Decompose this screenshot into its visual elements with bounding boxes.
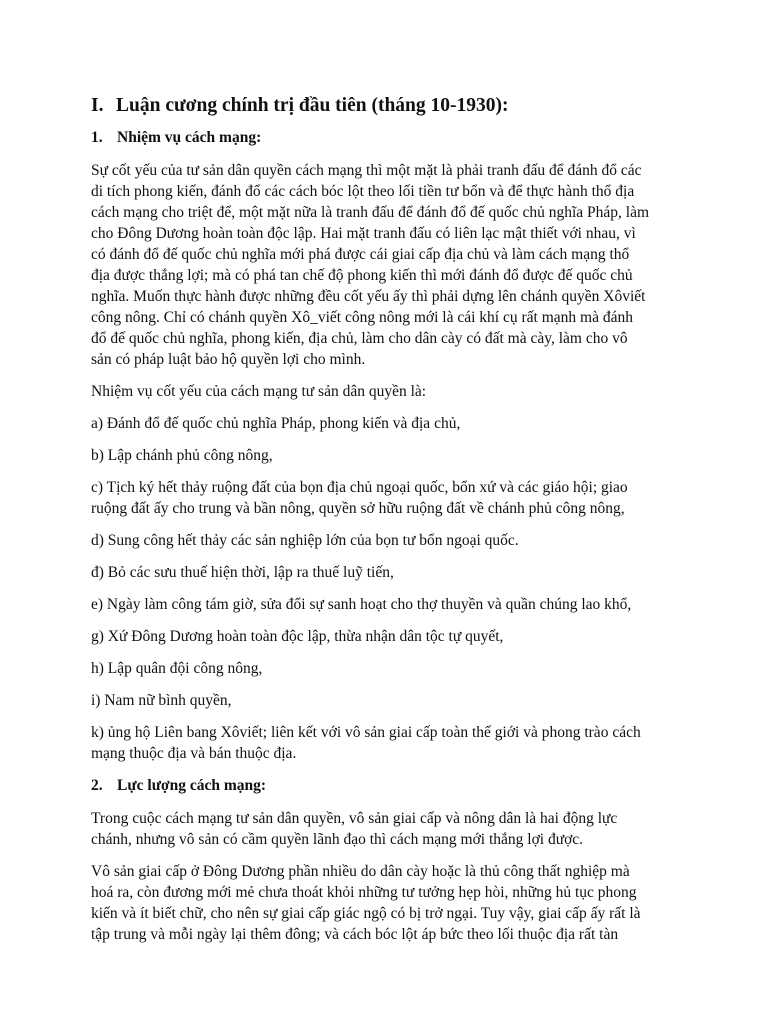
section-title: Lực lượng cách mạng:: [117, 777, 267, 794]
task-list: [91, 413, 681, 764]
text-line: nghĩa. Muốn thực hành được những đều cốt yếu ấy thì phải dựng lên chánh quyền Xôviết: [91, 288, 646, 305]
text-line: mạng thuộc địa và bán thuộc địa.: [91, 745, 297, 762]
text-line: chánh, nhưng vô sản có cầm quyền lãnh đạo thì cách mạng mới thắng lợi được.: [91, 831, 584, 848]
text-line: Nhiệm vụ cốt yếu của cách mạng tư sản dân quyền là:: [91, 383, 427, 400]
text-line: cho Đông Dương hoàn toàn độc lập. Hai mặt tranh đấu có liên lạc mật thiết với nhau, vì: [91, 225, 636, 242]
chapter-title: Luận cương chính trị đầu tiên (tháng 10-1930):: [116, 95, 509, 116]
text-line: cách mạng cho triệt để, một mặt nữa là tranh đấu để đánh đổ đế quốc chủ nghĩa Pháp, làm: [91, 204, 650, 221]
text-line: a) Đánh đổ đế quốc chủ nghĩa Pháp, phong kiến và địa chủ,: [91, 415, 461, 432]
text-line: đ) Bỏ các sưu thuế hiện thời, lập ra thuế luỹ tiến,: [91, 564, 394, 581]
text-line: Vô sản giai cấp ở Đông Dương phần nhiều do dân cày hoặc là thủ công thất nghiệp mà: [91, 863, 630, 880]
text-line: đổ đế quốc chủ nghĩa, phong kiến, địa chủ, làm cho dân cày có đất mà cày, làm cho vô: [91, 330, 628, 347]
list-item: [91, 722, 681, 764]
text-line: b) Lập chánh phủ công nông,: [91, 447, 273, 464]
list-item: [91, 445, 681, 466]
list-item: [91, 413, 681, 434]
list-item: [91, 658, 681, 679]
text-line: ruộng đất ấy cho trung và bần nông, quyền sở hữu ruộng đất về chánh phủ công nông,: [91, 500, 625, 517]
text-line: công nông. Chỉ có chánh quyền Xô_viết công nông mới là cái khí cụ rất mạnh mà đánh: [91, 309, 633, 326]
text-line: k) ủng hộ Liên bang Xôviết; liên kết với vô sản giai cấp toàn thế giới và phong trào cách: [91, 724, 641, 741]
list-item: [91, 562, 681, 583]
text-line: g) Xứ Đông Dương hoàn toàn độc lập, thừa nhận dân tộc tự quyết,: [91, 628, 504, 645]
section-heading-2: [91, 775, 681, 796]
text-line: kiến và ít biết chữ, cho nên sự giai cấp giác ngộ có bị trở ngại. Tuy vậy, giai cấp ấy rất là: [91, 905, 641, 922]
text-line: i) Nam nữ bình quyền,: [91, 692, 232, 709]
section-heading-1: [91, 127, 681, 148]
paragraph-tasks-lead: [91, 381, 681, 402]
section-title: Nhiệm vụ cách mạng:: [117, 129, 262, 146]
paragraph-proletariat: [91, 861, 681, 945]
text-line: địa được thắng lợi; mà có phá tan chế độ phong kiến thì mới đánh đổ được đế quốc chủ: [91, 267, 633, 284]
document-page: [91, 93, 681, 956]
text-line: d) Sung công hết thảy các sản nghiệp lớn của bọn tư bổn ngoại quốc.: [91, 532, 519, 549]
text-line: e) Ngày làm công tám giờ, sửa đổi sự sanh hoạt cho thợ thuyền và quần chúng lao khổ,: [91, 596, 632, 613]
list-item: [91, 690, 681, 711]
text-line: hoá ra, còn đương mới mẻ chưa thoát khỏi những tư tưởng hẹp hòi, những hủ tục phong: [91, 884, 637, 901]
section-number: 2.: [91, 777, 103, 794]
list-item: [91, 594, 681, 615]
text-line: h) Lập quân đội công nông,: [91, 660, 263, 677]
text-line: sản có pháp luật bảo hộ quyền lợi cho mình.: [91, 351, 366, 368]
list-item: [91, 626, 681, 647]
text-line: c) Tịch ký hết thảy ruộng đất của bọn địa chủ ngoại quốc, bổn xứ và các giáo hội; giao: [91, 479, 628, 496]
chapter-heading: [91, 93, 681, 119]
text-line: Trong cuộc cách mạng tư sản dân quyền, vô sản giai cấp và nông dân là hai động lực: [91, 810, 618, 827]
text-line: di tích phong kiến, đánh đổ các cách bóc lột theo lối tiền tư bổn và để thực hành thổ địa: [91, 183, 635, 200]
text-line: Sự cốt yếu của tư sản dân quyền cách mạng thì một mặt là phải tranh đấu để đánh đổ các: [91, 162, 642, 179]
text-line: có đánh đổ đế quốc chủ nghĩa mới phá được cái giai cấp địa chủ và làm cách mạng thổ: [91, 246, 630, 263]
list-item: [91, 530, 681, 551]
paragraph-forces: [91, 808, 681, 850]
text-line: tập trung và mỗi ngày lại thêm đông; và cách bóc lột áp bức theo lối thuộc địa rất tàn: [91, 926, 619, 943]
paragraph-intro: [91, 160, 681, 370]
section-number: 1.: [91, 129, 103, 146]
list-item: [91, 477, 681, 519]
chapter-number: I.: [91, 95, 104, 116]
